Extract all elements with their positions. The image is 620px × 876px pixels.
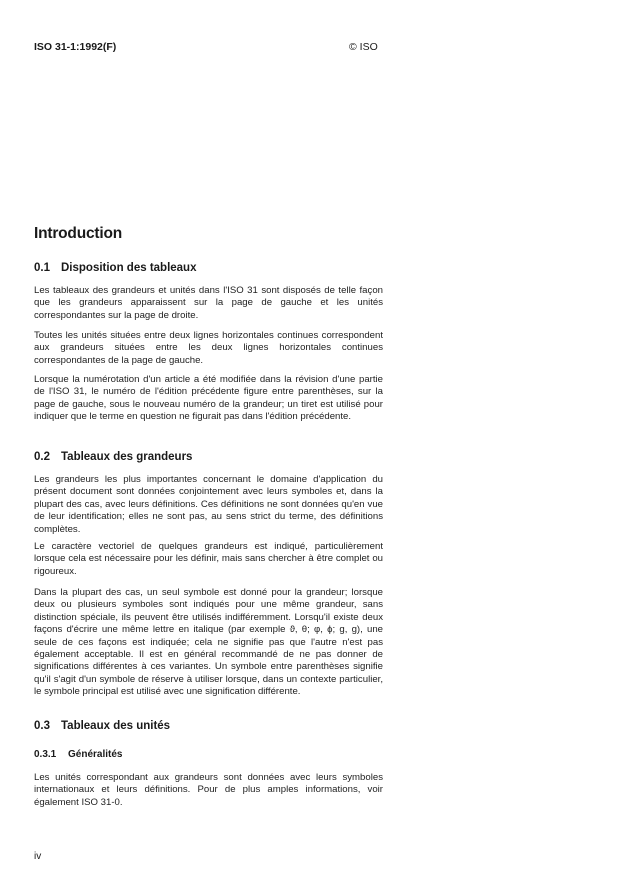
paragraph: Les grandeurs les plus importantes concernant le domaine d'application du présent document sont données conjointement avec leurs symboles et, dans la plupart des cas, avec leurs définitions. Ces définitions ne sont données qu'en vue de leur identification; elles ne sont pas, au sens strict du terme, des définitions complètes. bbox=[34, 474, 383, 535]
document-id: ISO 31-1:1992(F) bbox=[34, 41, 117, 53]
subsection-heading-0-3-1 bbox=[34, 749, 122, 760]
paragraph: Toutes les unités situées entre deux lignes horizontales continues correspondent aux grandeurs situées entre les deux lignes horizontales continues correspondantes de la page de gauche. bbox=[34, 330, 383, 366]
subsection-title: Généralités bbox=[68, 749, 123, 760]
page-title: Introduction bbox=[34, 225, 122, 242]
paragraph: Le caractère vectoriel de quelques grandeurs est indiqué, particulièrement lorsque cela est nécessaire pour les définir, mais sans chercher à être complet ou rigoureux. bbox=[34, 541, 383, 577]
section-title: Disposition des tableaux bbox=[61, 262, 197, 274]
subsection-number: 0.3.1 bbox=[34, 749, 57, 760]
paragraph: Les tableaux des grandeurs et unités dans l'ISO 31 sont disposés de telle façon que les grandeurs apparaissent sur la page de gauche et les unités correspondantes sur la page de droite. bbox=[34, 285, 383, 321]
section-title: Tableaux des unités bbox=[61, 720, 171, 732]
paragraph: Dans la plupart des cas, un seul symbole est donné pour la grandeur; lorsque deux ou plusieurs symboles sont indiqués pour une même grandeur, sans distinction spéciale, ils peuvent être utilisés indifféremment. Lorsqu'il existe deux façons d'écrire une même lettre en italique (par exemple ϑ, θ; φ, ϕ; g, g), une seule de ces façons est indiquée; cela ne signifie pas que l'autre n'est pas également acceptable. Il est en général recommandé de ne pas donner de significations différentes à ces variantes. Un symbole entre parenthèses signifie qu'il s'agit d'un symbole de réserve à utiliser lorsque, dans un contexte particulier, le symbole principal est utilisé avec une signification différente. bbox=[34, 587, 383, 698]
page-number: iv bbox=[34, 851, 42, 862]
section-number: 0.3 bbox=[34, 720, 50, 732]
section-heading-0-2 bbox=[34, 451, 192, 463]
section-title: Tableaux des grandeurs bbox=[61, 451, 193, 463]
section-number: 0.1 bbox=[34, 262, 50, 274]
section-heading-0-1 bbox=[34, 262, 196, 274]
paragraph: Les unités correspondant aux grandeurs sont données avec leurs symboles internationaux et leurs définitions. Pour de plus amples informations, voir également ISO 31-0. bbox=[34, 772, 383, 808]
section-heading-0-3 bbox=[34, 720, 170, 732]
paragraph: Lorsque la numérotation d'un article a été modifiée dans la révision d'une partie de l'ISO 31, le numéro de l'édition précédente figure entre parenthèses, sur la page de gauche, sous le nouveau numéro de la grandeur; un tiret est utilisé pour indiquer que le terme en question ne figurait pas dans l'édition précédente. bbox=[34, 374, 383, 423]
section-number: 0.2 bbox=[34, 451, 50, 463]
copyright-notice: © ISO bbox=[349, 41, 378, 53]
